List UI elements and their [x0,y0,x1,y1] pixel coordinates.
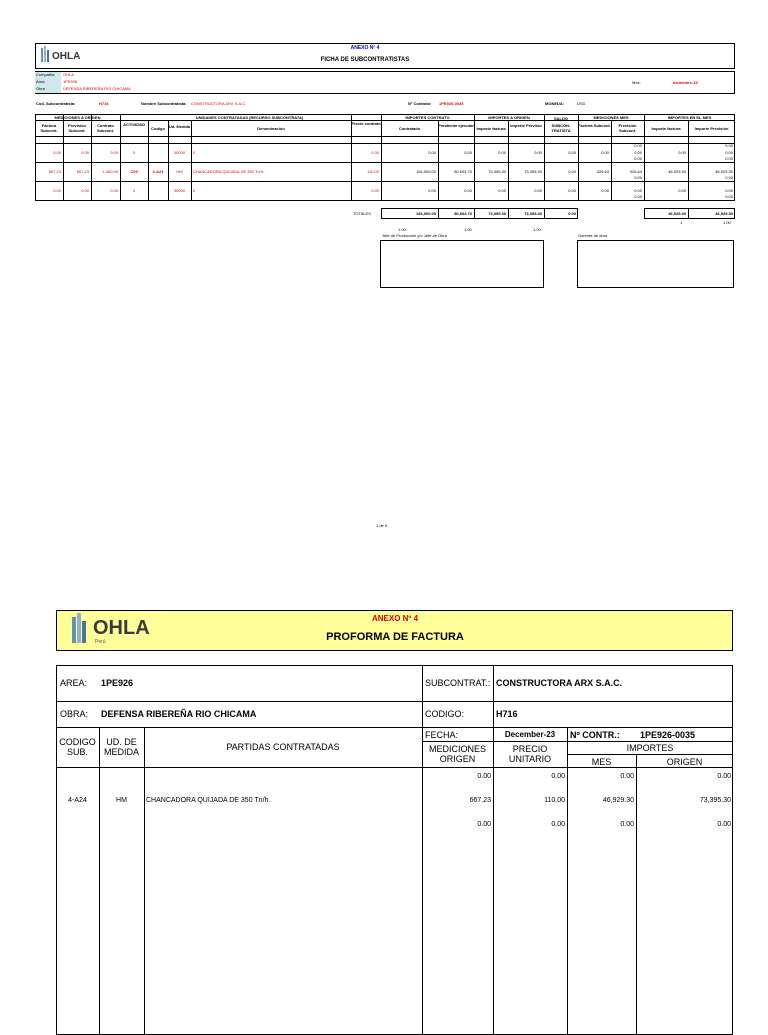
col-precio: PRECIO UNITARIO [508,744,552,764]
total-saldo: 0.00 [568,211,576,216]
col-partidas: PARTIDAS CONTRATADAS [226,742,340,752]
subcontrat-value: CONSTRUCTORA ARX S.A.C. [496,678,623,688]
total-iprev-mes: 46,929.30 [715,211,733,216]
col-origen: ORIGEN [666,757,703,767]
fecha-value: December-23 [504,730,556,739]
obra-label: OBRA: [60,709,89,719]
fecha-label: FECHA: [425,730,459,740]
logo [40,46,50,69]
logo-sub-2: Perú [95,639,106,645]
contrato-value: 1PE926-0035 [439,101,464,106]
hdr-importe-factura-mes: Importe factura [651,126,681,131]
contrato-label: Nº Contrato: [408,101,432,106]
hdr-actividad: ACTIVIDAD [123,122,145,127]
page-number: 1 de 5 [376,523,388,528]
col-mes: MES [591,757,612,767]
totals-label: TOTALES [353,211,371,216]
hdr-pendiente: Pendiente ejecutar [438,123,474,128]
proforma-table [56,665,733,1035]
ncontr-label: Nº CONTR.: [570,730,620,740]
total-contratado: 154,000.00 [415,211,436,216]
hdr-importes-origen: IMPORTES A ORIGEN [488,115,530,120]
total-imp-previsto: 73,395.30 [524,211,542,216]
info-box [35,71,735,94]
obra-label: Obra [36,86,45,91]
company-value: OHLA [63,72,74,77]
sign-right-label: Gerente de obra [578,233,608,238]
moneda-value: USD [577,101,586,106]
mes-value: diciembre-23 [673,80,698,85]
page-title: FICHA DE SUBCONTRATISTAS [320,57,410,63]
annex-label-2: ANEXO Nº 4 [371,614,419,623]
hdr-mediciones-mes: MEDICIONES MES [593,115,629,120]
hdr-saldo: SALDO [554,116,568,121]
logo-mark-icon [40,46,50,64]
hdr-prevision-subcont: Previsión Subcont. [67,123,86,133]
total-pendiente: 80,604.70 [454,211,472,216]
col-mediciones: MEDICIONES ORIGEN [428,744,486,764]
codigo-value: H716 [496,709,518,719]
logo-2 [70,613,90,652]
obra-value: DEFENSA RIBEREÑA RIO CHICAMA [101,709,257,719]
hdr-importe-previsto: Importe Previsto [510,123,542,128]
mes-label: Mes: [632,80,641,85]
sign-left-box [380,240,544,288]
hdr-ud-medida: Ud. Medida [168,124,191,129]
sign-left-label: Jefe de Producción y/o Jefe de Obra [382,233,447,238]
sign-right-box [577,240,734,288]
hdr-importe-factura: Importe factura [476,126,506,131]
total-ifact-mes: 46,929.30 [668,211,686,216]
subcontrat-label: SUBCONTRAT.: [425,678,491,688]
hdr-denominacion: Denominación [257,126,285,131]
hdr-saldo-sub: SUBCON-TRATISTA [551,123,571,133]
annex-label: ANEXO Nº 4 [350,45,380,51]
area-label: Área [36,79,45,84]
area-value: 1PE926 [101,678,134,688]
hdr-factura-subcont-mes: Factura Subcont. [578,123,611,128]
logo-text: OHLA [52,51,81,62]
hdr-contrato-subcont: Contrato Subcont. [96,123,115,133]
codigo-label: CODIGO: [425,709,465,719]
area-label: AREA: [60,678,88,688]
cod-sub-label: Cod. Subcontratista: [36,101,76,106]
logo-text-2: OHLA [93,617,150,639]
ncontr-value: 1PE926-0035 [640,730,696,740]
hdr-contratado: Contratado [398,126,421,131]
hdr-codigo: Codigo [151,126,165,131]
total-imp-factura: 73,395.30 [488,211,506,216]
cod-sub-value: H716 [99,101,109,106]
area-value: 1PE926 [63,79,78,84]
hdr-precio-contrato: Precio contrato [351,121,381,126]
hdr-unidades: UNIDADES CONTRATADAS (RECURSO SUBCONTRATA) [195,115,304,120]
hdr-mediciones-origen: MEDICIONES A ORIGEN [54,115,101,120]
hdr-importes-mes: IMPORTES EN EL MES [667,115,712,120]
proforma-title: PROFORMA DE FACTURA [326,631,464,643]
company-label: Compañía [36,72,55,77]
col-codigo-sub: CODIGO SUB. [59,737,96,757]
logo-mark-icon [70,613,90,647]
hdr-importe-prevision: Importe Previsión [694,126,729,131]
col-ud-medida: UD. DE MEDIDA [103,737,139,757]
nombre-sub-value: CONSTRUCTORA ARX S.A.C. [191,101,247,106]
nombre-sub-label: Nombre Subcontratista: [141,101,187,106]
hdr-prevision-subcont-mes: Previsión Subcont. [618,123,637,133]
hdr-importes-contrato: IMPORTES CONTRATO [405,115,450,120]
moneda-label: MONEDA: [545,101,565,106]
hdr-factura-subcont: Factura Subcont. [40,123,58,133]
obra-value: DEFENSA RIBEREÑA RIO CHICAMA [63,86,131,91]
col-importes: IMPORTES [626,743,674,753]
